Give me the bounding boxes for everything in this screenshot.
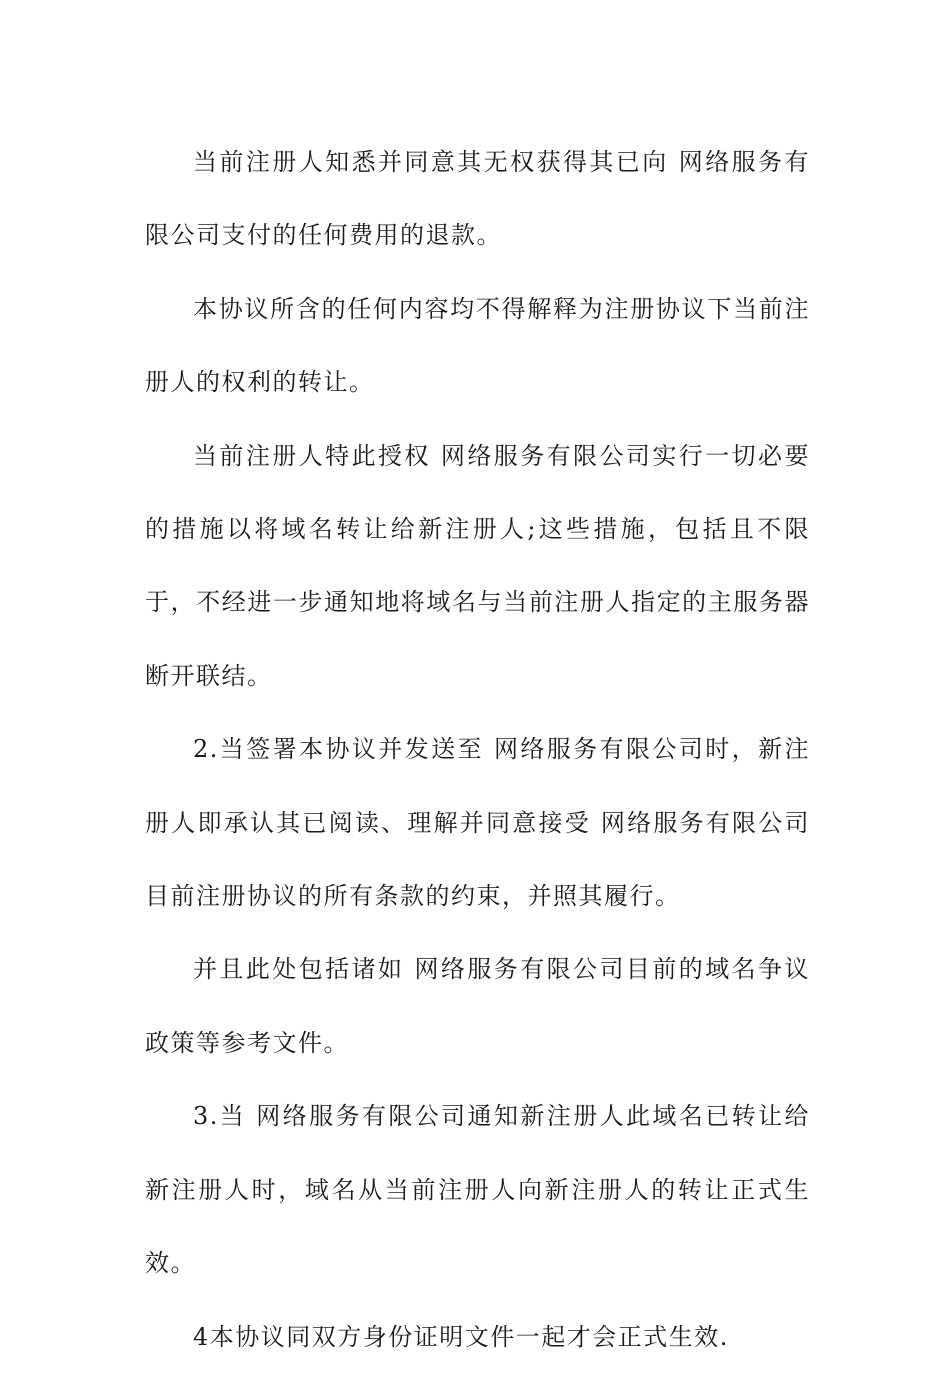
paragraph-refund-notice: 当前注册人知悉并同意其无权获得其已向 网络服务有限公司支付的任何费用的退款。 — [145, 148, 810, 250]
paragraph-clause-2: 2.当签署本协议并发送至 网络服务有限公司时，新注册人即承认其已阅读、理解并同意接受 网络服务有限公司目前注册协议的所有条款的约束，并照其履行。 — [145, 735, 810, 911]
paragraph-authorization: 当前注册人特此授权 网络服务有限公司实行一切必要的措施以将域名转让给新注册人;这些措施，包括且不限于，不经进一步通知地将域名与当前注册人指定的主服务器断开联结。 — [145, 441, 810, 690]
paragraph-clause-3: 3.当 网络服务有限公司通知新注册人此域名已转让给新注册人时，域名从当前注册人向新注册人的转让正式生效。 — [145, 1102, 810, 1278]
paragraph-reference-documents: 并且此处包括诸如 网络服务有限公司目前的域名争议政策等参考文件。 — [145, 955, 810, 1057]
paragraph-rights-clause: 本协议所含的任何内容均不得解释为注册协议下当前注册人的权利的转让。 — [145, 294, 810, 397]
paragraph-clause-4: 4本协议同双方身份证明文件一起才会正式生效. — [193, 1322, 729, 1351]
document-body — [145, 126, 810, 1374]
